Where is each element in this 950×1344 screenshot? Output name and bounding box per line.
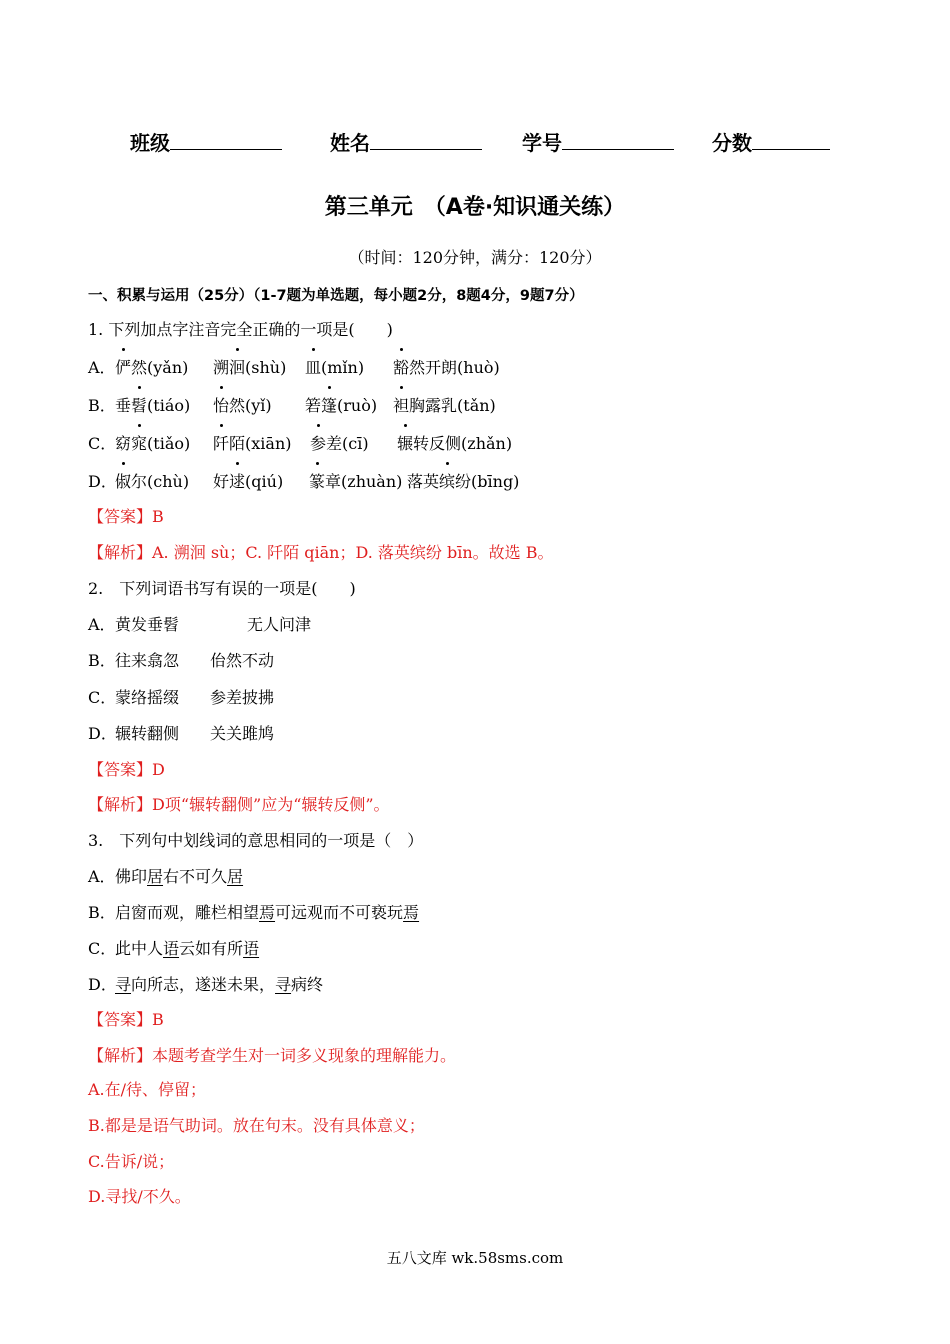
score-label: 分数	[712, 131, 752, 155]
q2-word: 参差披拂	[210, 688, 275, 707]
footer-source: 五八文库 wk.58sms.com	[386, 1249, 564, 1267]
sentence-text: 启窗而观，雕栏相望	[115, 903, 260, 922]
q3-option-letter: A．	[88, 867, 116, 886]
q1-analysis: 【解析】A. 溯洄 sù；C. 阡陌 qiān；D. 落英缤纷 bīn。故选 B。	[88, 543, 554, 562]
id-field	[522, 127, 674, 156]
q1-option-item	[305, 393, 377, 416]
item-text: 落英	[407, 472, 440, 491]
q1-option-item	[309, 469, 402, 492]
q2-word: 蒙络摇缀	[115, 688, 180, 707]
q2-word: 辗转翻侧	[115, 724, 180, 743]
item-text: 章(zhuàn)	[325, 472, 403, 491]
sentence-text: 佛印	[115, 867, 148, 886]
underlined-word: 居	[227, 867, 244, 886]
q1-option-item	[213, 355, 286, 378]
item-text: 陌(xiān)	[229, 434, 292, 453]
q1-option-item	[115, 431, 190, 454]
item-text: 然(yǐ)	[229, 396, 272, 415]
q1-option-item	[115, 355, 188, 378]
score-blank	[752, 131, 830, 150]
item-text: 箬	[305, 396, 322, 415]
name-blank	[370, 131, 482, 150]
item-text: (tiǎo)	[147, 434, 191, 453]
q1-option-letter: A．	[88, 358, 116, 377]
sentence-text: 此中人	[115, 939, 164, 958]
q1-option-item	[213, 431, 292, 454]
item-text: (mǐn)	[321, 358, 365, 377]
dotted-char: 篷	[321, 393, 337, 416]
q1-option-item	[213, 393, 272, 416]
underlined-word: 语	[243, 939, 260, 958]
q2-stem: 2. 下列词语书写有误的一项是( )	[88, 579, 356, 598]
sentence-text: 向所志，遂迷未果，	[131, 975, 276, 994]
dotted-char: 缤	[439, 469, 455, 492]
q1-option-item	[115, 469, 189, 492]
item-text: (shù)	[245, 358, 287, 377]
item-text: 然开朗(huò)	[409, 358, 500, 377]
q3-answer: 【答案】B	[88, 1010, 164, 1029]
dotted-char: 髫	[131, 393, 147, 416]
q3-note-b: B.都是是语气助词。放在句末。没有具体意义；	[88, 1116, 425, 1135]
underlined-word: 焉	[259, 903, 276, 922]
item-text: (qiú)	[245, 472, 284, 491]
dotted-char: 辗	[397, 431, 413, 454]
q2-option-letter: A．	[88, 615, 116, 634]
dotted-char: 俨	[115, 355, 131, 378]
q2-word: 往来翕忽	[115, 651, 180, 670]
q2-analysis: 【解析】D项“辗转翻侧”应为“辗转反侧”。	[88, 795, 390, 814]
underlined-word: 寻	[115, 975, 132, 994]
q3-sentence	[115, 936, 259, 959]
q2-option-letter: B．	[88, 651, 116, 670]
q2-word: 黄发垂髫	[115, 615, 180, 634]
q1-answer: 【答案】B	[88, 507, 164, 526]
q3-sentence	[115, 900, 419, 923]
page-subtitle: （时间：120分钟，满分：120分）	[348, 248, 602, 267]
dotted-char: 逑	[229, 469, 245, 492]
dotted-char: 篆	[309, 469, 325, 492]
q3-option-letter: D．	[88, 975, 117, 994]
underlined-word: 语	[163, 939, 180, 958]
q1-option-letter: B．	[88, 396, 116, 415]
section-heading: 一、积累与运用（25分）（1-7题为单选题，每小题2分，8题4分，9题7分）	[88, 288, 584, 304]
q1-option-item	[305, 355, 364, 378]
dotted-char: 洄	[229, 355, 245, 378]
sentence-text: 右不可久	[163, 867, 228, 886]
dotted-char: 怡	[213, 393, 229, 416]
underlined-word: 寻	[275, 975, 292, 994]
q3-sentence	[115, 864, 243, 887]
item-text: 然(yǎn)	[131, 358, 189, 377]
item-text: 纷(bīng)	[455, 472, 520, 491]
dotted-char: 袒	[393, 393, 409, 416]
item-text: (ruò)	[337, 396, 378, 415]
dotted-char: 俶	[115, 469, 131, 492]
item-text: 好	[213, 472, 230, 491]
q1-option-item	[213, 469, 283, 492]
underlined-word: 居	[147, 867, 164, 886]
q3-note-a: A.在/待、停留；	[88, 1080, 207, 1099]
class-field	[130, 127, 282, 156]
q1-option-letter: C．	[88, 434, 117, 453]
class-blank	[170, 131, 282, 150]
q3-note-d: D.寻找/不久。	[88, 1187, 191, 1206]
dotted-char: 参	[310, 431, 326, 454]
id-label: 学号	[522, 131, 562, 155]
class-label: 班级	[130, 131, 170, 155]
dotted-char: 阡	[213, 431, 229, 454]
dotted-char: 窕	[131, 431, 147, 454]
item-text: 窈	[115, 434, 132, 453]
id-blank	[562, 131, 674, 150]
q3-note-c: C.告诉/说；	[88, 1152, 175, 1171]
q3-analysis: 【解析】本题考查学生对一词多义现象的理解能力。	[88, 1046, 457, 1065]
q2-answer: 【答案】D	[88, 760, 165, 779]
q3-option-letter: C．	[88, 939, 117, 958]
page-title: 第三单元 （A卷·知识通关练）	[324, 195, 626, 220]
name-label: 姓名	[330, 131, 370, 155]
q2-option-letter: D．	[88, 724, 117, 743]
name-field	[330, 127, 482, 156]
q1-stem: 1. 下列加点字注音完全正确的一项是( )	[88, 320, 393, 339]
item-text: 垂	[115, 396, 132, 415]
q2-option-letter: C．	[88, 688, 117, 707]
q2-word: 佁然不动	[210, 651, 275, 670]
q2-word: 无人问津	[247, 615, 312, 634]
item-text: 胸露乳(tǎn)	[409, 396, 496, 415]
q3-option-letter: B．	[88, 903, 116, 922]
item-text: 尔(chù)	[131, 472, 190, 491]
q3-sentence	[115, 972, 323, 995]
q1-option-item	[310, 431, 369, 454]
sentence-text: 病终	[291, 975, 324, 994]
underlined-word: 焉	[403, 903, 420, 922]
item-text: 差(cī)	[326, 434, 369, 453]
q1-option-item	[115, 393, 190, 416]
sentence-text: 可远观而不可亵玩	[275, 903, 404, 922]
q3-stem: 3. 下列句中划线词的意思相同的一项是（ ）	[88, 831, 424, 850]
q2-word: 关关雎鸠	[210, 724, 275, 743]
q1-option-item	[407, 469, 519, 492]
dotted-char: 豁	[393, 355, 409, 378]
dotted-char: 皿	[305, 355, 321, 378]
item-text: (tiáo)	[147, 396, 191, 415]
item-text: 转反侧(zhǎn)	[413, 434, 513, 453]
score-field	[712, 127, 830, 156]
item-text: 溯	[213, 358, 230, 377]
q1-option-item	[393, 355, 500, 378]
q1-option-item	[393, 393, 496, 416]
q1-option-item	[397, 431, 512, 454]
q1-option-letter: D．	[88, 472, 117, 491]
sentence-text: 云如有所	[179, 939, 244, 958]
